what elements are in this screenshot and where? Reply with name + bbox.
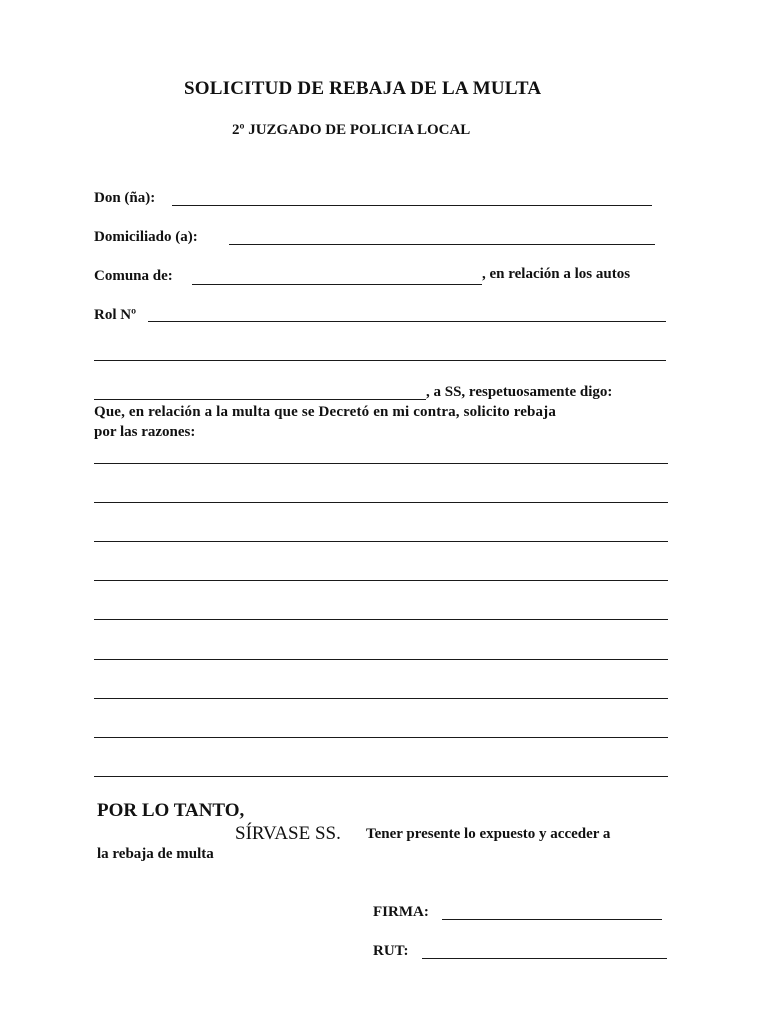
rut-label: RUT: bbox=[373, 943, 409, 959]
domiciliado-field[interactable] bbox=[229, 244, 655, 245]
reason-line[interactable] bbox=[94, 541, 668, 542]
comuna-label: Comuna de: bbox=[94, 268, 173, 284]
don-label: Don (ña): bbox=[94, 190, 156, 206]
rol-label: Rol Nº bbox=[94, 307, 137, 323]
reason-line[interactable] bbox=[94, 502, 668, 503]
que-line-1: Que, en relación a la multa que se Decretó en mi contra, solicito rebaja bbox=[94, 404, 556, 420]
form-subtitle: 2º JUZGADO DE POLICIA LOCAL bbox=[232, 122, 471, 138]
reason-line[interactable] bbox=[94, 619, 668, 620]
comuna-field[interactable] bbox=[192, 284, 482, 285]
rebaja-text: la rebaja de multa bbox=[97, 846, 214, 862]
por-lo-tanto: POR LO TANTO, bbox=[97, 800, 245, 821]
que-line-2: por las razones: bbox=[94, 424, 196, 440]
autos-text: , en relación a los autos bbox=[482, 266, 631, 282]
reason-line[interactable] bbox=[94, 698, 668, 699]
digo-field[interactable] bbox=[94, 399, 426, 400]
digo-text: , a SS, respetuosamente digo: bbox=[426, 384, 613, 400]
tener-text: Tener presente lo expuesto y acceder a bbox=[366, 826, 611, 842]
sirvase-text: SÍRVASE SS. bbox=[235, 823, 341, 844]
firma-field[interactable] bbox=[442, 919, 662, 920]
reason-line[interactable] bbox=[94, 776, 668, 777]
domiciliado-label: Domiciliado (a): bbox=[94, 229, 198, 245]
reason-line[interactable] bbox=[94, 659, 668, 660]
rut-field[interactable] bbox=[422, 958, 667, 959]
firma-label: FIRMA: bbox=[373, 904, 429, 920]
reason-line[interactable] bbox=[94, 580, 668, 581]
form-title: SOLICITUD DE REBAJA DE LA MULTA bbox=[184, 78, 542, 99]
rol-field[interactable] bbox=[148, 321, 666, 322]
rol-continuation-field[interactable] bbox=[94, 360, 666, 361]
reason-line[interactable] bbox=[94, 463, 668, 464]
reason-line[interactable] bbox=[94, 737, 668, 738]
don-field[interactable] bbox=[172, 205, 652, 206]
